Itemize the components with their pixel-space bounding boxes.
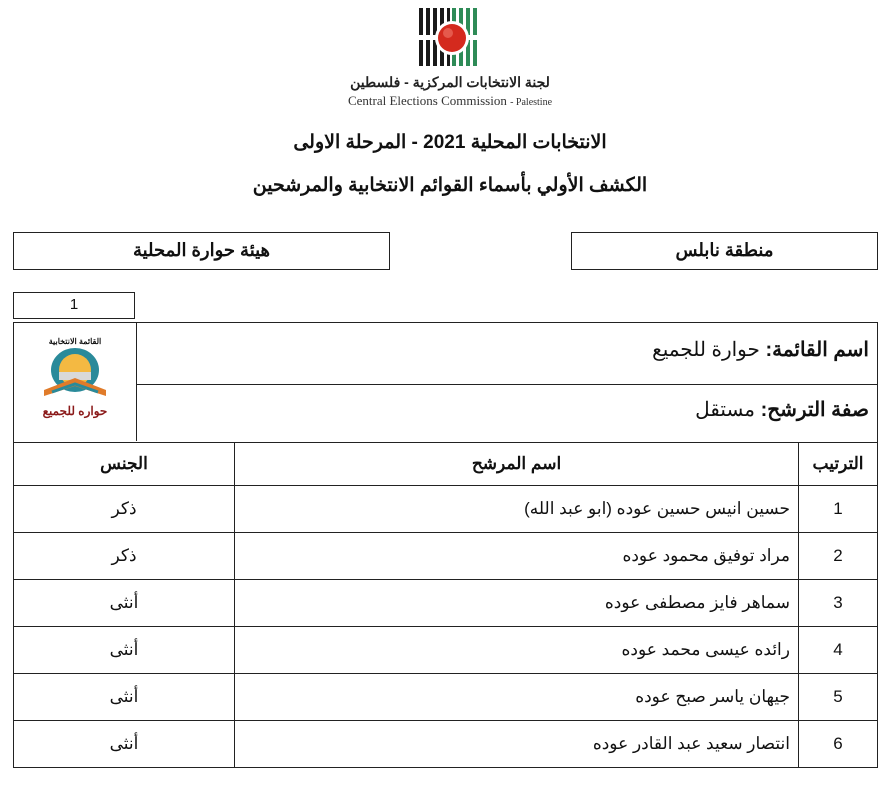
gender-cell: أنثى <box>14 627 235 674</box>
name-cell: جيهان ياسر صبح عوده <box>235 674 799 721</box>
table-row <box>14 627 878 674</box>
list-name-value: حوارة للجميع <box>652 339 766 361</box>
region-box: منطقة نابلس <box>571 232 878 270</box>
list-logo-icon <box>14 346 136 402</box>
name-cell: رائده عيسى محمد عوده <box>235 627 799 674</box>
org-name-english-suffix: - Palestine <box>510 97 553 108</box>
list-name-label: اسم القائمة: <box>765 339 869 361</box>
gender-cell: أنثى <box>14 721 235 768</box>
rank-cell: 1 <box>799 486 878 533</box>
table-row <box>14 486 878 533</box>
list-info-frame <box>13 322 878 443</box>
gender-cell: أنثى <box>14 580 235 627</box>
list-logo-cell <box>14 323 137 441</box>
list-logo-top-text: القائمة الانتخابية <box>48 337 102 346</box>
header-name: اسم المرشح <box>235 443 799 486</box>
name-cell: حسين انيس حسين عوده (ابو عبد الله) <box>235 486 799 533</box>
candidates-table <box>13 442 878 768</box>
divider <box>136 384 877 385</box>
rank-cell: 5 <box>799 674 878 721</box>
table-row <box>14 674 878 721</box>
document-subtitle: الكشف الأولي بأسماء القوائم الانتخابية والمرشحين <box>252 175 648 196</box>
table-row <box>14 580 878 627</box>
rank-cell: 3 <box>799 580 878 627</box>
table-row <box>14 721 878 768</box>
table-row <box>14 533 878 580</box>
candidacy-type-value: مستقل <box>695 399 761 421</box>
list-name <box>652 337 869 362</box>
document-title: الانتخابات المحلية 2021 - المرحلة الاولى <box>293 132 607 153</box>
candidacy-type-label: صفة الترشح: <box>760 399 869 421</box>
list-number-box: 1 <box>13 292 135 319</box>
name-cell: سماهر فايز مصطفى عوده <box>235 580 799 627</box>
header-gender: الجنس <box>14 443 235 486</box>
gender-cell: ذكر <box>14 533 235 580</box>
table-header-row <box>14 443 878 486</box>
gender-cell: ذكر <box>14 486 235 533</box>
org-name-english-main: Central Elections Commission <box>347 93 507 108</box>
name-cell: مراد توفيق محمود عوده <box>235 533 799 580</box>
rank-cell: 6 <box>799 721 878 768</box>
list-logo-bottom-text: حواره للجميع <box>42 404 108 418</box>
cec-logo-icon <box>419 8 481 66</box>
org-name-arabic: لجنة الانتخابات المركزية - فلسطين <box>350 74 550 90</box>
header-rank: الترتيب <box>799 443 878 486</box>
local-body-box: هيئة حوارة المحلية <box>13 232 390 270</box>
org-name-english <box>300 93 600 109</box>
name-cell: انتصار سعيد عبد القادر عوده <box>235 721 799 768</box>
rank-cell: 2 <box>799 533 878 580</box>
gender-cell: أنثى <box>14 674 235 721</box>
candidacy-type <box>695 397 869 422</box>
rank-cell: 4 <box>799 627 878 674</box>
